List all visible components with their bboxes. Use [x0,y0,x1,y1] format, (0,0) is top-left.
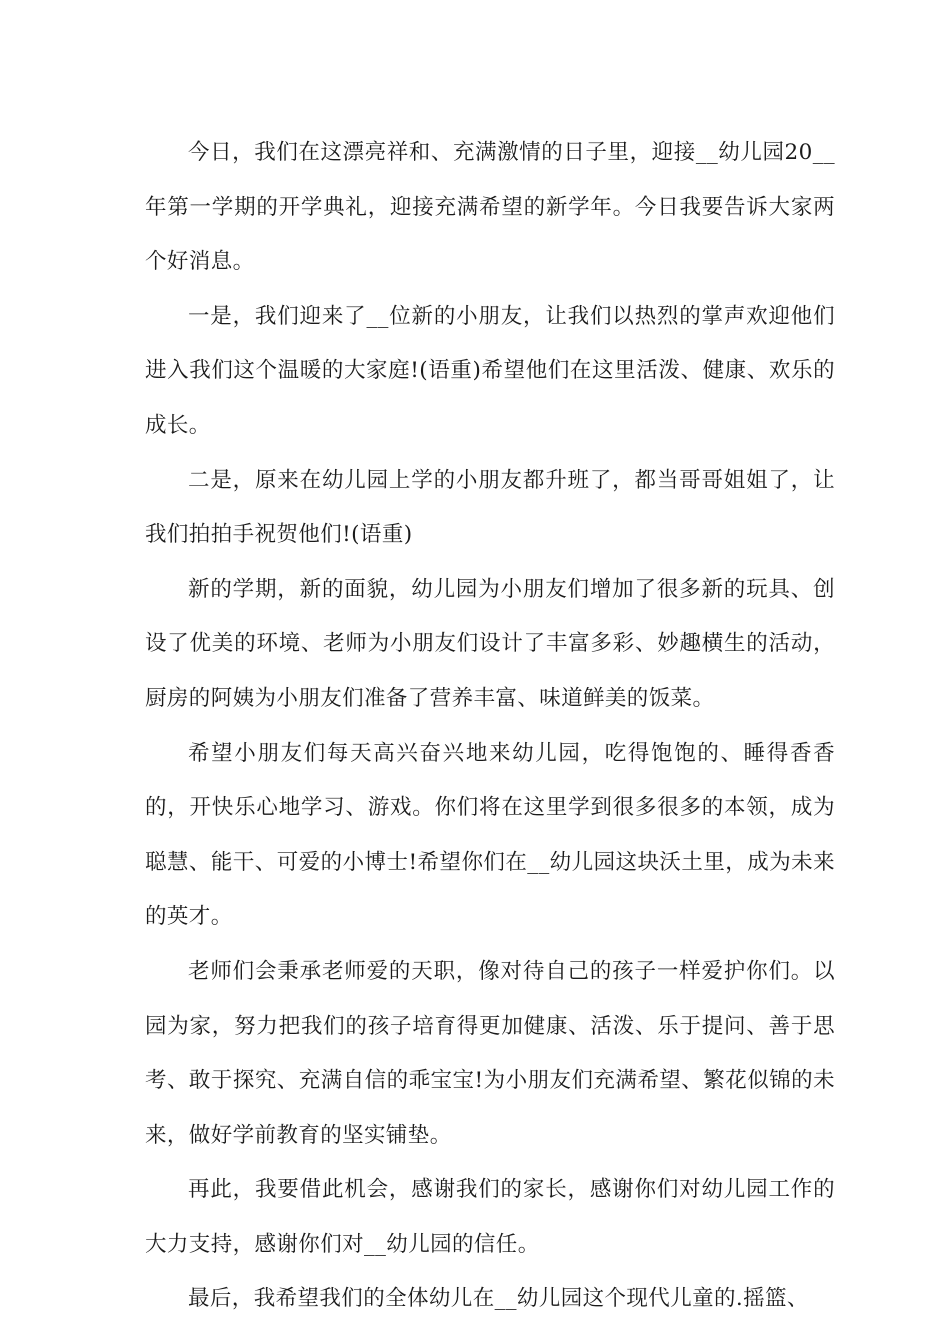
document-body [145,126,835,1327]
paragraph-closing: 最后，我希望我们的全体幼儿在__幼儿园这个现代儿童的.摇篮、 [188,1286,809,1312]
paragraph-news-one: 一是，我们迎来了__位新的小朋友，让我们以热烈的掌声欢迎他们进入我们这个温暖的大家庭!(语重)希望他们在这里活泼、健康、欢乐的成长。 [145,303,835,438]
paragraph-teachers-commitment: 老师们会秉承老师爱的天职，像对待自己的孩子一样爱护你们。以园为家，努力把我们的孩子培育得更加健康、活泼、乐于提问、善于思考、敢于探究、充满自信的乖宝宝!为小朋友们充满希望、繁花似锦的未来，做好学前教育的坚实铺垫。 [145,958,835,1148]
paragraph-news-two: 二是，原来在幼儿园上学的小朋友都升班了，都当哥哥姐姐了，让我们拍拍手祝贺他们!(语重) [145,467,835,548]
paragraph-new-semester: 新的学期，新的面貌，幼儿园为小朋友们增加了很多新的玩具、创设了优美的环境、老师为小朋友们设计了丰富多彩、妙趣横生的活动，厨房的阿姨为小朋友们准备了营养丰富、味道鲜美的饭菜。 [145,576,835,711]
paragraph-opening: 今日，我们在这漂亮祥和、充满激情的日子里，迎接__幼儿园20__年第一学期的开学典礼，迎接充满希望的新学年。今日我要告诉大家两个好消息。 [145,140,835,275]
paragraph-hopes-for-children: 希望小朋友们每天高兴奋兴地来幼儿园，吃得饱饱的、睡得香香的，开快乐心地学习、游戏。你们将在这里学到很多很多的本领，成为聪慧、能干、可爱的小博士!希望你们在__幼儿园这块沃土里，成为未来的英才。 [145,740,835,930]
paragraph-thanks-parents: 再此，我要借此机会，感谢我们的家长，感谢你们对幼儿园工作的大力支持，感谢你们对__幼儿园的信任。 [145,1177,835,1257]
